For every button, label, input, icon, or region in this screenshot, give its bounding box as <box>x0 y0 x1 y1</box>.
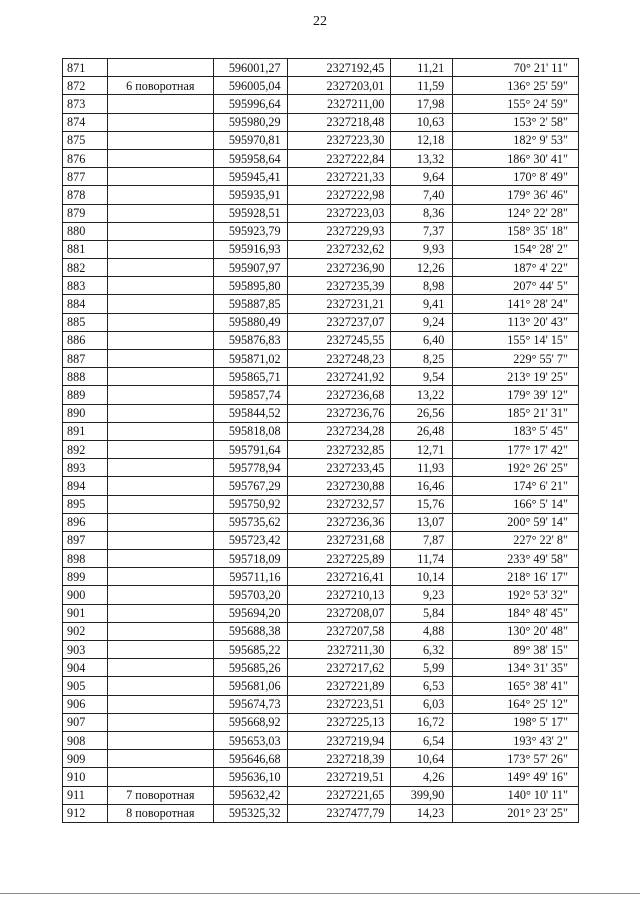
y-coordinate-cell: 2327218,48 <box>287 113 391 131</box>
point-number-cell: 889 <box>63 386 108 404</box>
y-coordinate-cell: 2327232,57 <box>287 495 391 513</box>
point-name-cell <box>107 440 213 458</box>
point-number-cell: 892 <box>63 440 108 458</box>
distance-cell: 399,90 <box>391 786 453 804</box>
table-row <box>63 641 579 659</box>
direction-angle-cell: 218° 16' 17" <box>453 568 579 586</box>
table-row <box>63 368 579 386</box>
distance-cell: 6,53 <box>391 677 453 695</box>
point-number-cell: 895 <box>63 495 108 513</box>
point-number-cell: 873 <box>63 95 108 113</box>
direction-angle-cell: 173° 57' 26" <box>453 750 579 768</box>
point-name-cell <box>107 95 213 113</box>
y-coordinate-cell: 2327221,89 <box>287 677 391 695</box>
table-row <box>63 204 579 222</box>
point-number-cell: 886 <box>63 331 108 349</box>
point-name-cell <box>107 713 213 731</box>
point-number-cell: 901 <box>63 604 108 622</box>
point-number-cell: 902 <box>63 622 108 640</box>
x-coordinate-cell: 595703,20 <box>213 586 287 604</box>
y-coordinate-cell: 2327216,41 <box>287 568 391 586</box>
point-name-cell <box>107 295 213 313</box>
y-coordinate-cell: 2327211,00 <box>287 95 391 113</box>
point-name-cell <box>107 531 213 549</box>
point-name-cell <box>107 659 213 677</box>
distance-cell: 11,93 <box>391 459 453 477</box>
point-name-cell <box>107 222 213 240</box>
x-coordinate-cell: 595876,83 <box>213 331 287 349</box>
table-row <box>63 495 579 513</box>
y-coordinate-cell: 2327219,94 <box>287 731 391 749</box>
point-name-cell <box>107 404 213 422</box>
y-coordinate-cell: 2327234,28 <box>287 422 391 440</box>
table-row <box>63 222 579 240</box>
direction-angle-cell: 155° 14' 15" <box>453 331 579 349</box>
direction-angle-cell: 89° 38' 15" <box>453 641 579 659</box>
x-coordinate-cell: 595778,94 <box>213 459 287 477</box>
x-coordinate-cell: 595844,52 <box>213 404 287 422</box>
y-coordinate-cell: 2327221,33 <box>287 168 391 186</box>
distance-cell: 13,22 <box>391 386 453 404</box>
distance-cell: 12,18 <box>391 131 453 149</box>
table-row <box>63 550 579 568</box>
point-number-cell: 912 <box>63 804 108 822</box>
distance-cell: 13,32 <box>391 149 453 167</box>
point-number-cell: 896 <box>63 513 108 531</box>
point-number-cell: 898 <box>63 550 108 568</box>
distance-cell: 26,48 <box>391 422 453 440</box>
distance-cell: 9,23 <box>391 586 453 604</box>
point-number-cell: 909 <box>63 750 108 768</box>
point-number-cell: 884 <box>63 295 108 313</box>
y-coordinate-cell: 2327233,45 <box>287 459 391 477</box>
point-number-cell: 876 <box>63 149 108 167</box>
distance-cell: 8,25 <box>391 350 453 368</box>
table-row <box>63 659 579 677</box>
y-coordinate-cell: 2327236,68 <box>287 386 391 404</box>
distance-cell: 12,71 <box>391 440 453 458</box>
point-name-cell <box>107 204 213 222</box>
point-number-cell: 910 <box>63 768 108 786</box>
table-row <box>63 440 579 458</box>
x-coordinate-cell: 595750,92 <box>213 495 287 513</box>
point-name-cell <box>107 477 213 495</box>
point-number-cell: 881 <box>63 240 108 258</box>
x-coordinate-cell: 595996,64 <box>213 95 287 113</box>
table-row <box>63 186 579 204</box>
y-coordinate-cell: 2327223,51 <box>287 695 391 713</box>
y-coordinate-cell: 2327218,39 <box>287 750 391 768</box>
point-number-cell: 879 <box>63 204 108 222</box>
direction-angle-cell: 165° 38' 41" <box>453 677 579 695</box>
direction-angle-cell: 193° 43' 2" <box>453 731 579 749</box>
direction-angle-cell: 134° 31' 35" <box>453 659 579 677</box>
point-number-cell: 911 <box>63 786 108 804</box>
direction-angle-cell: 229° 55' 7" <box>453 350 579 368</box>
point-number-cell: 888 <box>63 368 108 386</box>
point-name-cell <box>107 113 213 131</box>
point-name-cell <box>107 186 213 204</box>
point-name-cell <box>107 422 213 440</box>
direction-angle-cell: 187° 4' 22" <box>453 259 579 277</box>
point-number-cell: 907 <box>63 713 108 731</box>
distance-cell: 9,41 <box>391 295 453 313</box>
table-row <box>63 586 579 604</box>
table-row <box>63 350 579 368</box>
y-coordinate-cell: 2327207,58 <box>287 622 391 640</box>
direction-angle-cell: 140° 10' 11" <box>453 786 579 804</box>
x-coordinate-cell: 595945,41 <box>213 168 287 186</box>
distance-cell: 5,99 <box>391 659 453 677</box>
y-coordinate-cell: 2327237,07 <box>287 313 391 331</box>
x-coordinate-cell: 595907,97 <box>213 259 287 277</box>
y-coordinate-cell: 2327217,62 <box>287 659 391 677</box>
point-name-cell <box>107 168 213 186</box>
direction-angle-cell: 141° 28' 24" <box>453 295 579 313</box>
table-row <box>63 477 579 495</box>
x-coordinate-cell: 595688,38 <box>213 622 287 640</box>
point-name-cell <box>107 240 213 258</box>
direction-angle-cell: 149° 49' 16" <box>453 768 579 786</box>
direction-angle-cell: 186° 30' 41" <box>453 149 579 167</box>
y-coordinate-cell: 2327223,30 <box>287 131 391 149</box>
direction-angle-cell: 200° 59' 14" <box>453 513 579 531</box>
x-coordinate-cell: 595871,02 <box>213 350 287 368</box>
x-coordinate-cell: 595767,29 <box>213 477 287 495</box>
point-number-cell: 900 <box>63 586 108 604</box>
point-name-cell <box>107 59 213 77</box>
distance-cell: 10,14 <box>391 568 453 586</box>
x-coordinate-cell: 595923,79 <box>213 222 287 240</box>
y-coordinate-cell: 2327211,30 <box>287 641 391 659</box>
point-number-cell: 905 <box>63 677 108 695</box>
point-name-cell <box>107 459 213 477</box>
direction-angle-cell: 155° 24' 59" <box>453 95 579 113</box>
direction-angle-cell: 192° 26' 25" <box>453 459 579 477</box>
x-coordinate-cell: 595818,08 <box>213 422 287 440</box>
direction-angle-cell: 233° 49' 58" <box>453 550 579 568</box>
distance-cell: 17,98 <box>391 95 453 113</box>
table-row <box>63 113 579 131</box>
direction-angle-cell: 166° 5' 14" <box>453 495 579 513</box>
x-coordinate-cell: 595791,64 <box>213 440 287 458</box>
distance-cell: 4,26 <box>391 768 453 786</box>
x-coordinate-cell: 595970,81 <box>213 131 287 149</box>
point-number-cell: 885 <box>63 313 108 331</box>
point-name-cell <box>107 677 213 695</box>
point-number-cell: 904 <box>63 659 108 677</box>
direction-angle-cell: 124° 22' 28" <box>453 204 579 222</box>
point-name-cell <box>107 568 213 586</box>
y-coordinate-cell: 2327232,62 <box>287 240 391 258</box>
page-number: 22 <box>313 14 327 29</box>
distance-cell: 10,64 <box>391 750 453 768</box>
direction-angle-cell: 130° 20' 48" <box>453 622 579 640</box>
point-name-cell <box>107 641 213 659</box>
point-name-cell <box>107 586 213 604</box>
point-name-cell: 6 поворотная <box>107 77 213 95</box>
direction-angle-cell: 179° 36' 46" <box>453 186 579 204</box>
direction-angle-cell: 182° 9' 53" <box>453 131 579 149</box>
table-row <box>63 240 579 258</box>
point-name-cell <box>107 495 213 513</box>
table-row <box>63 77 579 95</box>
point-name-cell <box>107 622 213 640</box>
point-number-cell: 906 <box>63 695 108 713</box>
distance-cell: 7,87 <box>391 531 453 549</box>
y-coordinate-cell: 2327219,51 <box>287 768 391 786</box>
direction-angle-cell: 170° 8' 49" <box>453 168 579 186</box>
direction-angle-cell: 70° 21' 11" <box>453 59 579 77</box>
y-coordinate-cell: 2327236,76 <box>287 404 391 422</box>
point-number-cell: 887 <box>63 350 108 368</box>
table-row <box>63 513 579 531</box>
table-row <box>63 677 579 695</box>
point-name-cell <box>107 768 213 786</box>
y-coordinate-cell: 2327231,21 <box>287 295 391 313</box>
distance-cell: 9,64 <box>391 168 453 186</box>
table-row <box>63 804 579 822</box>
table-row <box>63 568 579 586</box>
x-coordinate-cell: 595880,49 <box>213 313 287 331</box>
point-name-cell <box>107 604 213 622</box>
distance-cell: 6,40 <box>391 331 453 349</box>
direction-angle-cell: 158° 35' 18" <box>453 222 579 240</box>
x-coordinate-cell: 595668,92 <box>213 713 287 731</box>
point-number-cell: 882 <box>63 259 108 277</box>
x-coordinate-cell: 595928,51 <box>213 204 287 222</box>
distance-cell: 8,98 <box>391 277 453 295</box>
distance-cell: 9,24 <box>391 313 453 331</box>
y-coordinate-cell: 2327248,23 <box>287 350 391 368</box>
y-coordinate-cell: 2327203,01 <box>287 77 391 95</box>
x-coordinate-cell: 595916,93 <box>213 240 287 258</box>
distance-cell: 7,37 <box>391 222 453 240</box>
x-coordinate-cell: 595325,32 <box>213 804 287 822</box>
y-coordinate-cell: 2327225,89 <box>287 550 391 568</box>
table-row <box>63 768 579 786</box>
x-coordinate-cell: 595711,16 <box>213 568 287 586</box>
x-coordinate-cell: 595636,10 <box>213 768 287 786</box>
point-name-cell <box>107 313 213 331</box>
distance-cell: 14,23 <box>391 804 453 822</box>
distance-cell: 7,40 <box>391 186 453 204</box>
table-row <box>63 786 579 804</box>
table-row <box>63 95 579 113</box>
distance-cell: 9,54 <box>391 368 453 386</box>
direction-angle-cell: 213° 19' 25" <box>453 368 579 386</box>
x-coordinate-cell: 595887,85 <box>213 295 287 313</box>
point-name-cell <box>107 368 213 386</box>
x-coordinate-cell: 595980,29 <box>213 113 287 131</box>
point-number-cell: 874 <box>63 113 108 131</box>
table-row <box>63 277 579 295</box>
distance-cell: 6,54 <box>391 731 453 749</box>
table-row <box>63 695 579 713</box>
table-row <box>63 331 579 349</box>
x-coordinate-cell: 595723,42 <box>213 531 287 549</box>
table-row <box>63 386 579 404</box>
distance-cell: 11,59 <box>391 77 453 95</box>
table-row <box>63 168 579 186</box>
y-coordinate-cell: 2327232,85 <box>287 440 391 458</box>
distance-cell: 16,72 <box>391 713 453 731</box>
point-name-cell <box>107 695 213 713</box>
distance-cell: 10,63 <box>391 113 453 131</box>
direction-angle-cell: 184° 48' 45" <box>453 604 579 622</box>
x-coordinate-cell: 595653,03 <box>213 731 287 749</box>
table-row <box>63 459 579 477</box>
distance-cell: 11,21 <box>391 59 453 77</box>
y-coordinate-cell: 2327230,88 <box>287 477 391 495</box>
y-coordinate-cell: 2327222,84 <box>287 149 391 167</box>
distance-cell: 11,74 <box>391 550 453 568</box>
x-coordinate-cell: 595632,42 <box>213 786 287 804</box>
x-coordinate-cell: 595685,22 <box>213 641 287 659</box>
point-number-cell: 903 <box>63 641 108 659</box>
x-coordinate-cell: 595935,91 <box>213 186 287 204</box>
x-coordinate-cell: 595735,62 <box>213 513 287 531</box>
y-coordinate-cell: 2327231,68 <box>287 531 391 549</box>
direction-angle-cell: 164° 25' 12" <box>453 695 579 713</box>
point-number-cell: 893 <box>63 459 108 477</box>
x-coordinate-cell: 595694,20 <box>213 604 287 622</box>
y-coordinate-cell: 2327236,36 <box>287 513 391 531</box>
point-name-cell <box>107 350 213 368</box>
table-row <box>63 422 579 440</box>
distance-cell: 4,88 <box>391 622 453 640</box>
x-coordinate-cell: 595685,26 <box>213 659 287 677</box>
y-coordinate-cell: 2327223,03 <box>287 204 391 222</box>
coordinates-table-body <box>63 59 579 823</box>
point-name-cell <box>107 259 213 277</box>
table-row <box>63 713 579 731</box>
x-coordinate-cell: 596005,04 <box>213 77 287 95</box>
x-coordinate-cell: 595646,68 <box>213 750 287 768</box>
point-name-cell <box>107 277 213 295</box>
y-coordinate-cell: 2327222,98 <box>287 186 391 204</box>
point-number-cell: 908 <box>63 731 108 749</box>
x-coordinate-cell: 595681,06 <box>213 677 287 695</box>
direction-angle-cell: 174° 6' 21" <box>453 477 579 495</box>
distance-cell: 26,56 <box>391 404 453 422</box>
point-name-cell: 7 поворотная <box>107 786 213 804</box>
y-coordinate-cell: 2327236,90 <box>287 259 391 277</box>
point-number-cell: 899 <box>63 568 108 586</box>
point-number-cell: 875 <box>63 131 108 149</box>
y-coordinate-cell: 2327225,13 <box>287 713 391 731</box>
distance-cell: 12,26 <box>391 259 453 277</box>
point-number-cell: 877 <box>63 168 108 186</box>
point-number-cell: 894 <box>63 477 108 495</box>
point-name-cell: 8 поворотная <box>107 804 213 822</box>
point-name-cell <box>107 149 213 167</box>
point-number-cell: 891 <box>63 422 108 440</box>
table-row <box>63 531 579 549</box>
direction-angle-cell: 153° 2' 58" <box>453 113 579 131</box>
direction-angle-cell: 201° 23' 25" <box>453 804 579 822</box>
direction-angle-cell: 207° 44' 5" <box>453 277 579 295</box>
direction-angle-cell: 179° 39' 12" <box>453 386 579 404</box>
distance-cell: 9,93 <box>391 240 453 258</box>
distance-cell: 8,36 <box>391 204 453 222</box>
point-number-cell: 880 <box>63 222 108 240</box>
x-coordinate-cell: 595674,73 <box>213 695 287 713</box>
point-number-cell: 878 <box>63 186 108 204</box>
y-coordinate-cell: 2327221,65 <box>287 786 391 804</box>
distance-cell: 6,03 <box>391 695 453 713</box>
direction-angle-cell: 227° 22' 8" <box>453 531 579 549</box>
coordinates-table <box>62 58 579 823</box>
point-number-cell: 897 <box>63 531 108 549</box>
y-coordinate-cell: 2327235,39 <box>287 277 391 295</box>
distance-cell: 5,84 <box>391 604 453 622</box>
x-coordinate-cell: 595857,74 <box>213 386 287 404</box>
distance-cell: 15,76 <box>391 495 453 513</box>
point-number-cell: 872 <box>63 77 108 95</box>
direction-angle-cell: 185° 21' 31" <box>453 404 579 422</box>
point-name-cell <box>107 386 213 404</box>
point-name-cell <box>107 513 213 531</box>
x-coordinate-cell: 596001,27 <box>213 59 287 77</box>
x-coordinate-cell: 595958,64 <box>213 149 287 167</box>
table-row <box>63 295 579 313</box>
point-name-cell <box>107 731 213 749</box>
table-row <box>63 731 579 749</box>
direction-angle-cell: 198° 5' 17" <box>453 713 579 731</box>
distance-cell: 16,46 <box>391 477 453 495</box>
table-row <box>63 313 579 331</box>
x-coordinate-cell: 595718,09 <box>213 550 287 568</box>
table-row <box>63 59 579 77</box>
y-coordinate-cell: 2327477,79 <box>287 804 391 822</box>
x-coordinate-cell: 595865,71 <box>213 368 287 386</box>
direction-angle-cell: 154° 28' 2" <box>453 240 579 258</box>
y-coordinate-cell: 2327229,93 <box>287 222 391 240</box>
table-row <box>63 131 579 149</box>
table-row <box>63 750 579 768</box>
y-coordinate-cell: 2327210,13 <box>287 586 391 604</box>
y-coordinate-cell: 2327208,07 <box>287 604 391 622</box>
distance-cell: 13,07 <box>391 513 453 531</box>
point-name-cell <box>107 131 213 149</box>
point-name-cell <box>107 550 213 568</box>
distance-cell: 6,32 <box>391 641 453 659</box>
bottom-divider <box>0 893 640 894</box>
direction-angle-cell: 192° 53' 32" <box>453 586 579 604</box>
point-number-cell: 890 <box>63 404 108 422</box>
point-number-cell: 871 <box>63 59 108 77</box>
table-row <box>63 404 579 422</box>
table-row <box>63 259 579 277</box>
point-name-cell <box>107 331 213 349</box>
table-row <box>63 604 579 622</box>
direction-angle-cell: 113° 20' 43" <box>453 313 579 331</box>
table-row <box>63 149 579 167</box>
direction-angle-cell: 136° 25' 59" <box>453 77 579 95</box>
x-coordinate-cell: 595895,80 <box>213 277 287 295</box>
point-name-cell <box>107 750 213 768</box>
table-row <box>63 622 579 640</box>
y-coordinate-cell: 2327241,92 <box>287 368 391 386</box>
y-coordinate-cell: 2327245,55 <box>287 331 391 349</box>
direction-angle-cell: 177° 17' 42" <box>453 440 579 458</box>
point-number-cell: 883 <box>63 277 108 295</box>
y-coordinate-cell: 2327192,45 <box>287 59 391 77</box>
direction-angle-cell: 183° 5' 45" <box>453 422 579 440</box>
